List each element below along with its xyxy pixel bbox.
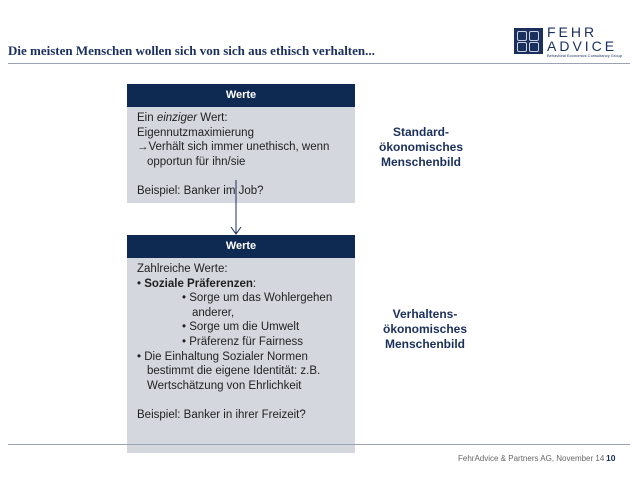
emphasis-text: einziger bbox=[156, 112, 198, 124]
down-arrow-icon bbox=[230, 180, 242, 236]
footer-divider bbox=[8, 444, 630, 445]
label-line: Menschenbild bbox=[380, 155, 461, 169]
logo-mark-icon bbox=[514, 28, 543, 54]
example-line: Beispiel: Banker in ihrer Freizeit? bbox=[137, 408, 306, 421]
label-line: ökonomisches bbox=[382, 322, 468, 336]
bullet-cont: Wertschätzung von Ehrlichkeit bbox=[147, 379, 302, 392]
sub-bullet-cont: anderer, bbox=[192, 306, 235, 319]
value-name: Eigennutzmaximierung bbox=[137, 126, 254, 139]
text-fragment: Wert: bbox=[197, 112, 228, 124]
values-box-body bbox=[127, 258, 355, 453]
label-behavioral-model bbox=[370, 307, 480, 352]
label-line: ökonomisches bbox=[378, 140, 464, 154]
logo-wordmark bbox=[547, 25, 617, 53]
bullet-item: • Soziale Präferenzen: bbox=[137, 277, 257, 290]
label-line: Menschenbild bbox=[384, 337, 465, 351]
bullet-strong-text: Soziale Präferenzen bbox=[144, 277, 253, 290]
logo-line1: FEHR bbox=[547, 24, 598, 40]
bullet-text: Die Einhaltung Sozialer Normen bbox=[144, 350, 308, 363]
logo-tagline: Behavioral Economics Consultancy Group bbox=[547, 53, 622, 58]
values-box-header: Werte bbox=[127, 84, 355, 107]
bullet-cont: bestimmt die eigene Identität: z.B. bbox=[147, 365, 321, 378]
sub-bullet-text: Präferenz für Fairness bbox=[189, 335, 303, 348]
behavior-line: →Verhält sich immer unethisch, wenn bbox=[137, 141, 330, 154]
label-line: Verhaltens- bbox=[392, 307, 458, 321]
page-number: 10 bbox=[606, 453, 616, 463]
logo-line2: ADVICE bbox=[547, 38, 618, 54]
values-box-header: Werte bbox=[127, 235, 355, 258]
sub-bullet-item: • Sorge um die Umwelt bbox=[182, 321, 300, 334]
spacer bbox=[137, 169, 347, 184]
example-line: Beispiel: Banker im Job? bbox=[137, 184, 264, 197]
intro-line: Zahlreiche Werte: bbox=[137, 263, 228, 275]
text-fragment: Ein bbox=[137, 112, 157, 124]
bullet-item: • Die Einhaltung Sozialer Normen bbox=[137, 350, 308, 363]
sub-bullet-item: • Sorge um das Wohlergehen bbox=[182, 292, 333, 305]
sub-bullet-item: • Präferenz für Fairness bbox=[182, 335, 303, 348]
label-line: Standard- bbox=[392, 125, 449, 139]
values-box-behavioral bbox=[127, 235, 355, 453]
slide-title: Die meisten Menschen wollen sich von sich aus ethisch verhalten... bbox=[8, 43, 375, 58]
single-value-line bbox=[137, 111, 347, 126]
sub-bullet-text: Sorge um die Umwelt bbox=[189, 321, 300, 334]
footer-text: FehrAdvice & Partners AG, November 14 bbox=[458, 454, 605, 463]
spacer bbox=[137, 393, 347, 408]
title-divider bbox=[8, 63, 630, 64]
sub-bullet-text: Sorge um das Wohlergehen bbox=[189, 292, 333, 305]
behavior-line-cont: opportun für ihn/sie bbox=[147, 155, 246, 168]
text-fragment: : bbox=[252, 277, 257, 290]
label-standard-model bbox=[366, 125, 476, 170]
fehr-advice-logo bbox=[514, 24, 622, 58]
